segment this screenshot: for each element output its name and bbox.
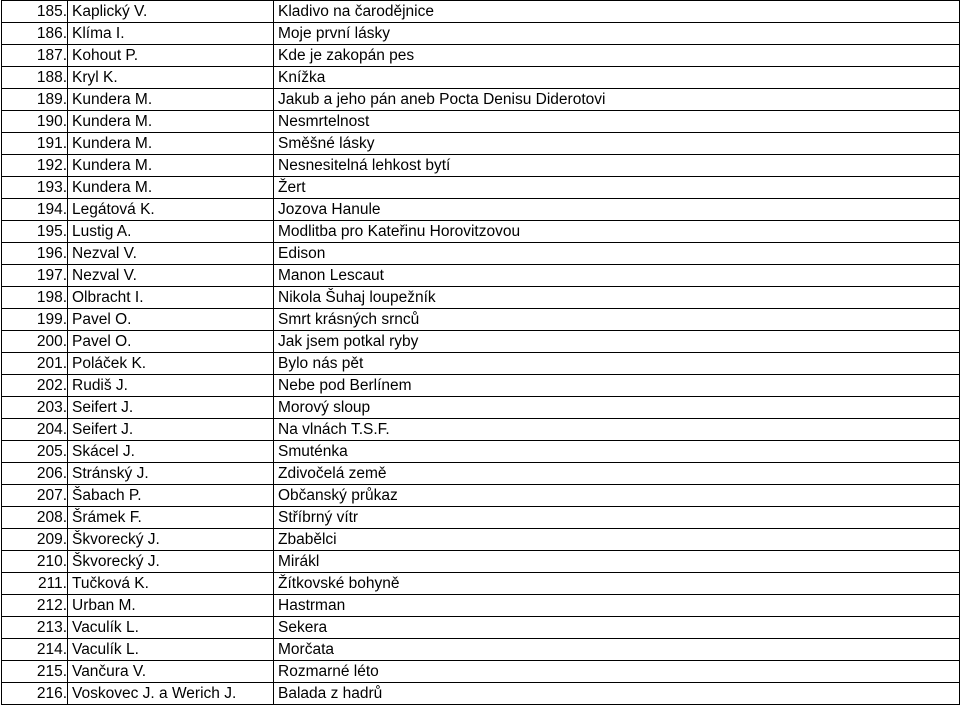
row-number: 188. [2,67,68,89]
row-number: 212. [2,595,68,617]
book-title: Kladivo na čarodějnice [274,1,960,23]
table-row [2,507,960,529]
author-name: Tučková K. [68,573,274,595]
table-row [2,441,960,463]
row-number: 208. [2,507,68,529]
table-row [2,639,960,661]
table-row [2,177,960,199]
book-title: Jozova Hanule [274,199,960,221]
row-number: 200. [2,331,68,353]
row-number: 209. [2,529,68,551]
author-name: Rudiš J. [68,375,274,397]
table-row [2,485,960,507]
book-title: Sekera [274,617,960,639]
author-name: Kohout P. [68,45,274,67]
book-title: Smrt krásných srnců [274,309,960,331]
row-number: 215. [2,661,68,683]
row-number: 210. [2,551,68,573]
table-row [2,67,960,89]
book-title: Občanský průkaz [274,485,960,507]
book-title: Nesnesitelná lehkost bytí [274,155,960,177]
author-name: Vaculík L. [68,639,274,661]
table-row [2,397,960,419]
book-title: Žítkovské bohyně [274,573,960,595]
row-number: 205. [2,441,68,463]
author-name: Kaplický V. [68,1,274,23]
table-row [2,155,960,177]
row-number: 196. [2,243,68,265]
row-number: 195. [2,221,68,243]
row-number: 192. [2,155,68,177]
author-name: Legátová K. [68,199,274,221]
author-name: Skácel J. [68,441,274,463]
book-title: Edison [274,243,960,265]
author-name: Klíma I. [68,23,274,45]
book-title: Žert [274,177,960,199]
author-name: Pavel O. [68,309,274,331]
table-row [2,23,960,45]
row-number: 199. [2,309,68,331]
table-row [2,375,960,397]
row-number: 198. [2,287,68,309]
row-number: 211. [2,573,68,595]
book-title: Morčata [274,639,960,661]
table-row [2,265,960,287]
table-row [2,309,960,331]
row-number: 187. [2,45,68,67]
book-list-table [1,0,960,705]
book-title: Morový sloup [274,397,960,419]
book-title: Směšné lásky [274,133,960,155]
row-number: 189. [2,89,68,111]
table-row [2,287,960,309]
author-name: Voskovec J. a Werich J. [68,683,274,705]
author-name: Nezval V. [68,243,274,265]
row-number: 204. [2,419,68,441]
book-title: Moje první lásky [274,23,960,45]
book-title: Bylo nás pět [274,353,960,375]
row-number: 191. [2,133,68,155]
author-name: Kundera M. [68,89,274,111]
author-name: Vančura V. [68,661,274,683]
book-title: Nebe pod Berlínem [274,375,960,397]
table-row [2,353,960,375]
book-title: Nesmrtelnost [274,111,960,133]
table-row [2,243,960,265]
row-number: 185. [2,1,68,23]
author-name: Šabach P. [68,485,274,507]
table-row [2,1,960,23]
author-name: Kundera M. [68,155,274,177]
book-title: Stříbrný vítr [274,507,960,529]
row-number: 186. [2,23,68,45]
author-name: Nezval V. [68,265,274,287]
row-number: 203. [2,397,68,419]
author-name: Vaculík L. [68,617,274,639]
book-title: Balada z hadrů [274,683,960,705]
row-number: 202. [2,375,68,397]
table-row [2,551,960,573]
author-name: Škvorecký J. [68,529,274,551]
author-name: Poláček K. [68,353,274,375]
book-title: Nikola Šuhaj loupežník [274,287,960,309]
table-row [2,199,960,221]
row-number: 206. [2,463,68,485]
book-title: Smuténka [274,441,960,463]
row-number: 214. [2,639,68,661]
author-name: Kryl K. [68,67,274,89]
row-number: 213. [2,617,68,639]
book-title: Rozmarné léto [274,661,960,683]
book-title: Jak jsem potkal ryby [274,331,960,353]
book-title: Zdivočelá země [274,463,960,485]
row-number: 207. [2,485,68,507]
book-title: Manon Lescaut [274,265,960,287]
author-name: Lustig A. [68,221,274,243]
row-number: 193. [2,177,68,199]
book-title: Kde je zakopán pes [274,45,960,67]
row-number: 197. [2,265,68,287]
row-number: 201. [2,353,68,375]
row-number: 194. [2,199,68,221]
book-title: Knížka [274,67,960,89]
author-name: Kundera M. [68,111,274,133]
author-name: Seifert J. [68,419,274,441]
book-title: Jakub a jeho pán aneb Pocta Denisu Diderotovi [274,89,960,111]
author-name: Pavel O. [68,331,274,353]
row-number: 190. [2,111,68,133]
author-name: Škvorecký J. [68,551,274,573]
book-list-body [2,1,960,705]
book-title: Modlitba pro Kateřinu Horovitzovou [274,221,960,243]
book-title: Hastrman [274,595,960,617]
table-row [2,89,960,111]
table-row [2,45,960,67]
author-name: Urban M. [68,595,274,617]
author-name: Kundera M. [68,133,274,155]
author-name: Šrámek F. [68,507,274,529]
author-name: Stránský J. [68,463,274,485]
table-row [2,111,960,133]
row-number: 216. [2,683,68,705]
book-title: Mirákl [274,551,960,573]
table-row [2,529,960,551]
table-row [2,661,960,683]
table-row [2,419,960,441]
author-name: Seifert J. [68,397,274,419]
author-name: Kundera M. [68,177,274,199]
table-row [2,133,960,155]
author-name: Olbracht I. [68,287,274,309]
table-row [2,331,960,353]
book-title: Zbabělci [274,529,960,551]
table-row [2,221,960,243]
table-row [2,463,960,485]
table-row [2,595,960,617]
table-row [2,573,960,595]
table-row [2,683,960,705]
table-row [2,617,960,639]
book-title: Na vlnách T.S.F. [274,419,960,441]
